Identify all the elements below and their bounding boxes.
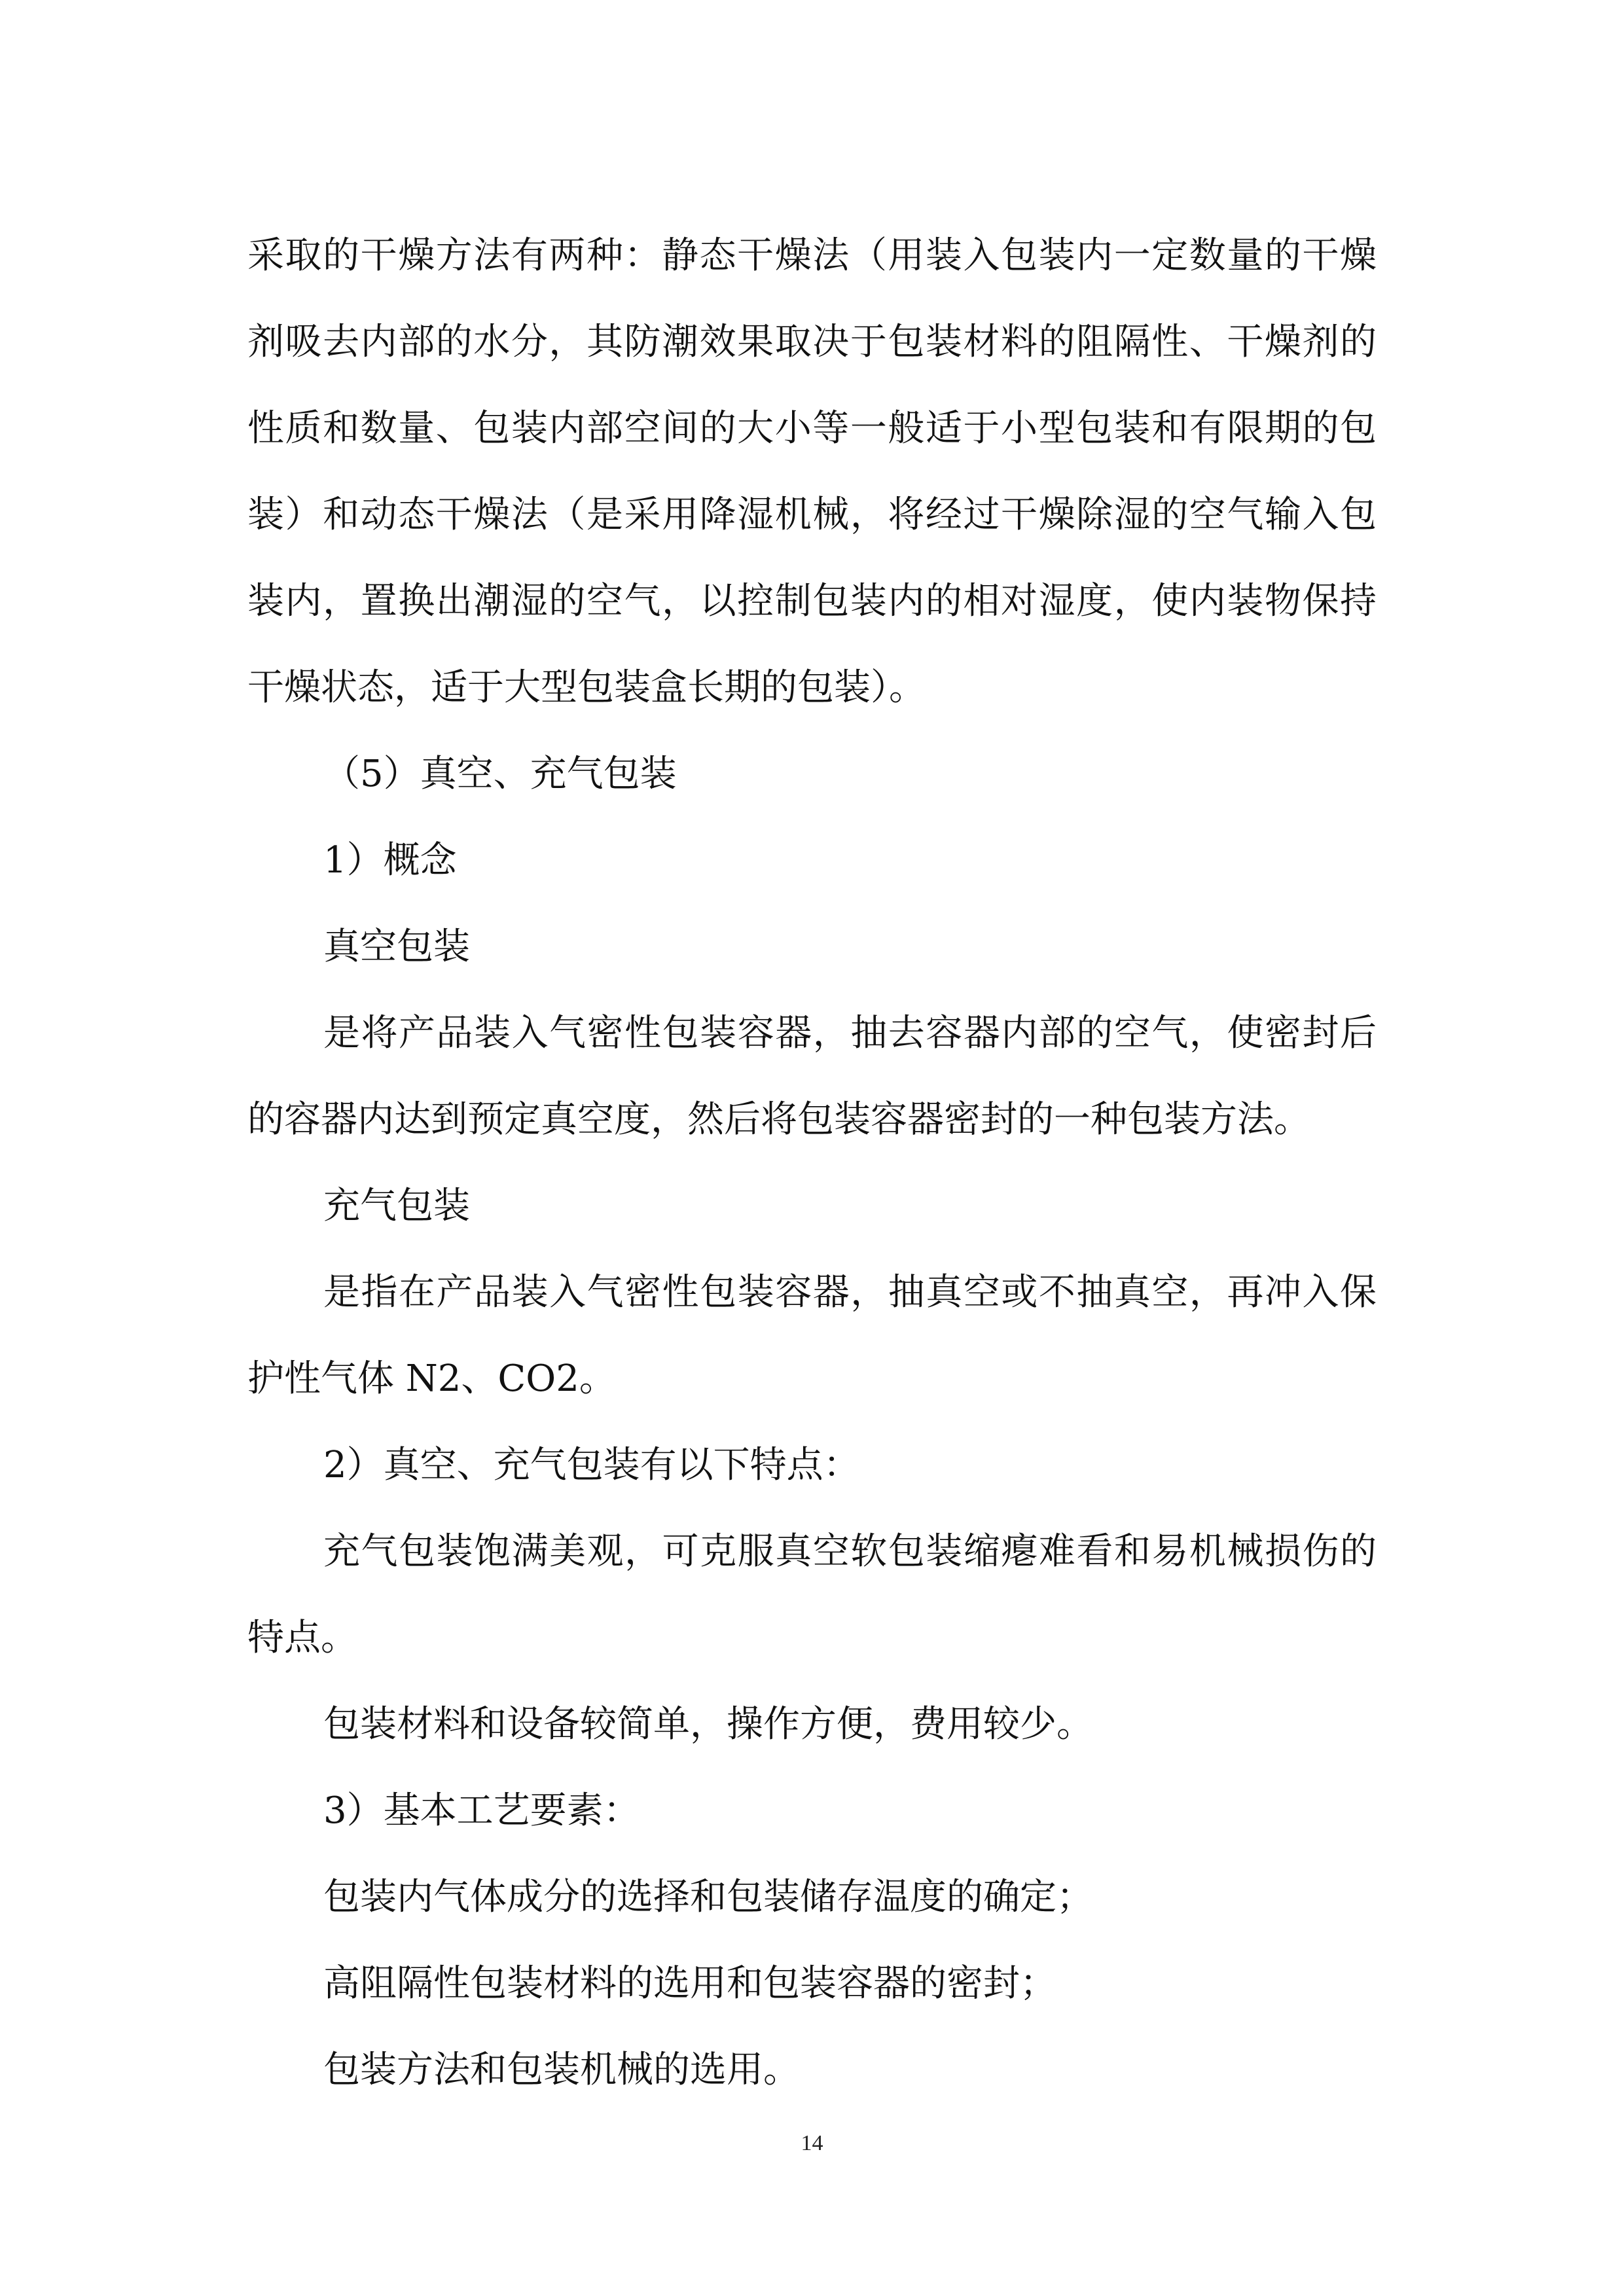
subheading-features: 2）真空、充气包装有以下特点： [323,1444,860,1486]
process-element-materials-sealing: 高阻隔性包装材料的选用和包装容器的密封； [323,1962,1056,2005]
process-element-gas-temperature: 包装内气体成分的选择和包装储存温度的确定； [323,1876,1093,1918]
subheading-process-elements: 3）基本工艺要素： [323,1789,640,1832]
feature-item-appearance: 充气包装饱满美观，可克服真空软包装缩瘪难看和易机械损伤的特点。 [247,1530,1377,1659]
page-body [247,213,1377,2113]
feature-item-cost: 包装材料和设备较简单，操作方便，费用较少。 [323,1703,1093,1746]
definition-vacuum-packaging: 是将产品装入气密性包装容器，抽去容器内部的空气，使密封后的容器内达到预定真空度，然后将包装容器密封的一种包装方法。 [247,1012,1377,1141]
term-vacuum-packaging: 真空包装 [323,925,470,968]
section-heading-vacuum-gas-packaging: （5）真空、充气包装 [323,753,677,795]
subheading-concept: 1）概念 [323,839,457,882]
process-element-methods-machinery: 包装方法和包装机械的选用。 [323,2049,800,2091]
page-number: 14 [801,2131,823,2155]
term-gas-packaging: 充气包装 [323,1185,470,1227]
definition-gas-packaging: 是指在产品装入气密性包装容器，抽真空或不抽真空，再冲入保护性气体 N2、CO2。 [247,1271,1377,1400]
paragraph-drying-methods: 采取的干燥方法有两种：静态干燥法（用装入包装内一定数量的干燥剂吸去内部的水分，其防潮效果取决于包装材料的阻隔性、干燥剂的性质和数量、包装内部空间的大小等一般适于小型包装和有限期的包装）和动态干燥法（是采用降湿机械，将经过干燥除湿的空气输入包装内，置换出潮湿的空气，以控制包装内的相对湿度，使内装物保持干燥状态，适于大型包装盒长期的包装）。 [247,234,1377,709]
